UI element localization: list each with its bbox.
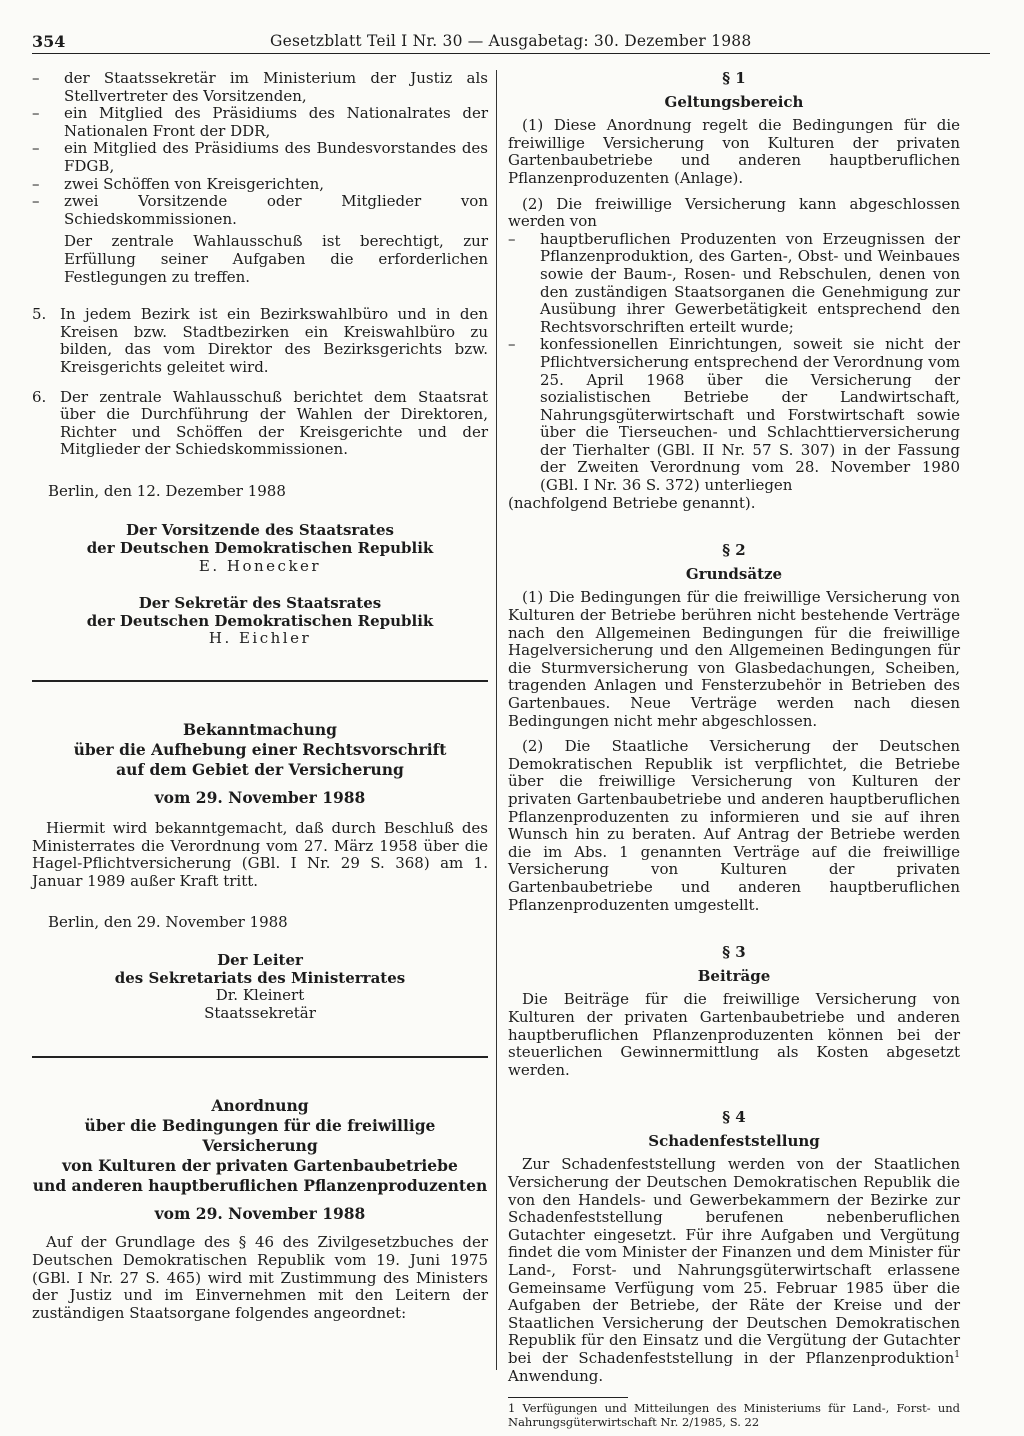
heading-line: Anordnung [211,1096,309,1116]
signature-title: des Sekretariats des Ministerrates [114,968,406,987]
list-item: – zwei Vorsitzende oder Mitglieder von Schiedskommissionen. [32,193,488,228]
paragraph: (nachfolgend Betriebe genannt). [508,493,756,512]
item-text: Der zentrale Wahlausschuß berichtet dem Staatsrat über die Durchführung der Wahlen der Direktoren, Richter und Schöffen der Kreisgerichte und der Mitglieder der Schiedskommissionen. [60,387,488,459]
section-number: § 3 [722,943,746,962]
bekanntmachung-heading [32,720,488,808]
heading-line: über die Aufhebung einer Rechtsvorschrift [73,740,447,760]
anordnung-heading [32,1096,488,1224]
column-divider [496,70,497,1370]
heading-line: von Kulturen der privaten Gartenbaubetriebe [62,1156,458,1176]
item-5 [32,306,488,376]
heading-date: vom 29. November 1988 [154,788,366,808]
paragraph: (2) Die freiwillige Versicherung kann abgeschlossen werden von [508,194,960,231]
list-item: – ein Mitglied des Präsidiums des Bundesvorstandes des FDGB, [32,140,488,175]
list-item: – konfessionellen Einrichtungen, soweit sie nicht der Pflichtversicherung entsprechend der Verordnung vom 25. April 1968 über die Versicherung der sozialistischen Betriebe der Landwirtschaft, Nahrungsgüterwirtschaft und Forstwirtschaft sowie über die Tierseuchen- und Schlachttierversicherung der Tierhalter (GBl. II Nr. 57 S. 307) in der Fassung der Zweiten Verordnung vom 28. November 1980 (GBl. I Nr. 36 S. 372) unterliegen [508,336,960,494]
anordnung-intro: Auf der Grundlage des § 46 des Zivilgesetzbuches der Deutschen Demokratischen Republik vom 19. Juni 1975 (GBl. I Nr. 27 S. 465) wird mit Zustimmung des Ministers der Justiz und im Einvernehmen mit den Leitern der zuständigen Staatsorgane folgendes angeordnet: [32,1233,488,1322]
signature-title: Der Leiter [217,951,303,969]
signature-name: H. Eichler [208,629,312,648]
signature-role: Staatssekretär [204,1003,316,1022]
section-title: Beiträge [697,966,771,985]
list-item: – ein Mitglied des Präsidiums des Nationalrates der Nationalen Front der DDR, [32,105,488,140]
section-number: § 4 [722,1108,746,1127]
list-item: – zwei Schöffen von Kreisgerichten, [32,176,488,194]
signature-block [32,952,488,1022]
paragraph: Die Beiträge für die freiwillige Versicherung von Kulturen der privaten Gartenbaubetriebe und anderen hauptberuflichen Pflanzenproduzenten können bei der steuerlichen Gewinnermittlung als Kosten abgesetzt werden. [508,990,960,1079]
item-number: 5. [32,305,47,324]
signature-title: der Deutschen Demokratischen Republik [86,539,434,558]
footnote-rule [508,1397,628,1398]
paragraph: (2) Die Staatliche Versicherung der Deutschen Demokratischen Republik ist verpflichtet, die Betriebe über die freiwillige Versicherung von Kulturen der privaten Gartenbaubetriebe und anderen hauptberuflichen Pflanzenproduzenten zu informieren und sie auf ihren Wunsch hin zu beraten. Auf Antrag der Betriebe werden die im Abs. 1 genannten Verträge auf die freiwillige Versicherung von Kulturen der privaten Gartenbaubetriebe und anderen hauptberuflichen Pflanzenproduzenten umgestellt. [508,737,960,914]
page-header [32,33,990,54]
date-line: Berlin, den 12. Dezember 1988 [48,481,286,500]
date-line: Berlin, den 29. November 1988 [48,913,288,932]
list-item: – der Staatssekretär im Ministerium der Justiz als Stellvertreter des Vorsitzenden, [32,70,488,105]
heading-line: Bekanntmachung [183,720,337,740]
signature-name: Dr. Kleinert [215,986,305,1005]
signature-name: E. Honecker [198,556,322,575]
footnote-marker: 1 [954,1350,960,1360]
paragraph-text: Zur Schadenfeststellung werden von der Staatlichen Versicherung der Deutschen Demokratischen Republik die von den Handels- und Gewerbekammern der Bezirke zur Schadenfeststellung berufenen nebenberuflichen Gutachter eingesetzt. Für ihre Aufgaben und Vergütung findet die vom Minister der Finanzen und dem Minister für Land-, Forst- und Nahrungsgüterwirtschaft erlassene Gemeinsame Verfügung vom 25. Februar 1985 über die Aufgaben der Betriebe, der Räte der Kreise und der Staatlichen Versicherung der Deutschen Demokratischen Republik für den Einsatz und die Vergütung der Gutachter bei der Schadenfeststellung in der Pflanzenproduktion [508,1155,960,1367]
wahlausschuss-paragraph: Der zentrale Wahlausschuß ist berechtigt, zur Erfüllung seiner Aufgaben die erforderlichen Festlegungen zu treffen. [64,232,488,286]
section-number: § 1 [722,69,746,87]
right-column [508,70,960,1429]
item-text: In jedem Bezirk ist ein Bezirkswahlbüro und in den Kreisen bzw. Stadtbezirken ein Kreiswahlbüro zu bilden, das vom Direktor des Bezirksgerichts bzw. Kreisgerichts geleitet wird. [60,305,488,376]
paragraph [508,1156,960,1385]
heading-date: vom 29. November 1988 [154,1204,366,1224]
section-title: Geltungsbereich [664,92,804,111]
heading-line: auf dem Gebiet der Versicherung [116,760,404,780]
signature-block [32,595,488,648]
section-divider [32,680,488,682]
paragraph-text: Anwendung. [508,1366,604,1385]
section-title: Grundsätze [685,564,783,583]
heading-line: über die Bedingungen für die freiwillige Versicherung [84,1116,436,1156]
bekanntmachung-text: Hiermit wird bekanntgemacht, daß durch Beschluß des Ministerrates die Verordnung vom 27. März 1958 über die Hagel-Pflichtversicherung (GBl. I Nr. 29 S. 368) am 1. Januar 1989 außer Kraft tritt. [32,819,488,890]
left-column [32,70,488,1322]
paragraph: (1) Die Bedingungen für die freiwillige Versicherung von Kulturen der Betriebe berühren nicht bestehende Verträge nach den Allgemeinen Bedingungen für die freiwillige Hagelversicherung und den Allgemeinen Bedingungen für die Sturmversicherung von Glasbedachungen, Scheiben, tragenden Anlagen und Fensterzubehör in Betrieben des Gartenbaues. Neue Verträge werden nach diesen Bedingungen nicht mehr abgeschlossen. [508,588,960,730]
item-number: 6. [32,387,47,406]
paragraph: (1) Diese Anordnung regelt die Bedingungen für die freiwillige Versicherung von Kulturen der privaten Gartenbaubetriebe und anderen hauptberuflichen Pflanzenproduzenten (Anlage). [508,116,960,187]
section-title: Schadenfeststellung [648,1131,820,1150]
footnote: 1 Verfügungen und Mitteilungen des Ministeriums für Land-, Forst- und Nahrungsgüterwirtschaft Nr. 2/1985, S. 22 [508,1401,960,1429]
signature-title: Der Vorsitzende des Staatsrates [126,521,394,540]
section-number: § 2 [722,541,746,560]
item-6 [32,389,488,459]
member-list [32,70,488,228]
section-divider [32,1056,488,1058]
page-number: 354 [32,32,66,51]
header-title: Gesetzblatt Teil I Nr. 30 — Ausgabetag: 30. Dezember 1988 [270,32,752,50]
heading-line: und anderen hauptberuflichen Pflanzenproduzenten [32,1176,488,1196]
list-item: – hauptberuflichen Produzenten von Erzeugnissen der Pflanzenproduktion, des Garten-, Obst- und Weinbaues sowie der Baum-, Rosen- und Rebschulen, denen von den zuständigen Staatsorganen die Genehmigung zur Ausübung ihrer Gewerbetätigkeit entsprechend den Rechtsvorschriften erteilt wurde; [508,231,960,337]
signature-title: der Deutschen Demokratischen Republik [86,611,434,630]
signature-block [32,522,488,575]
signature-title: Der Sekretär des Staatsrates [138,594,382,613]
